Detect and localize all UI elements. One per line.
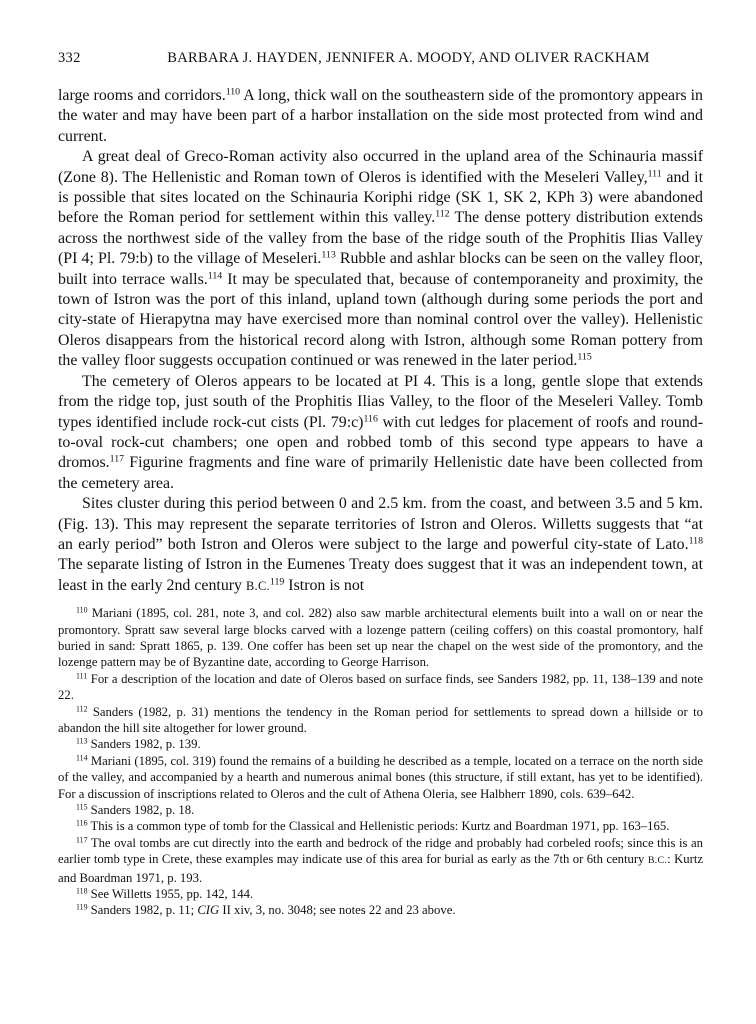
footnote-110: $^{110}$ Mariani (1895, col. 281, note 3, and col. 282) also saw marble architectural elements built into a wall on or near the promontory. Spratt saw several large blocks carved with a lozenge pattern (ceiling coffers) on this coastal promontory, half buried in sand: Spratt 1865, p. 139. One coffer has been set up near the chapel on the west side of the promontory, and the lozenge pattern may be of Byzantine date, according to George Harrison. [58,605,703,670]
footnote-ref[interactable]: 110 [225,86,241,98]
footnote-113: $^{113}$ Sanders 1982, p. 139. [76,737,201,752]
footnote-ref[interactable]: 114 [207,270,223,282]
footnotes [58,605,703,919]
footnote-ref[interactable]: 112 [435,209,450,221]
footnote-ref[interactable]: 113 [321,249,336,261]
footnote-ref[interactable]: 115 [577,351,592,363]
footnote-ref[interactable]: 118 [688,535,703,547]
main-text [58,86,703,596]
footnote-ref[interactable]: 119 [269,576,285,588]
footnote-ref[interactable]: 117 [109,453,125,465]
running-header [58,50,703,72]
footnote-ref[interactable]: 116 [363,413,378,425]
paragraph-1: large rooms and corridors.$^{110}$ A long, thick wall on the southeastern side of the promontory appears in the water and may have been part of a harbor installation on the side most protected from wind and current. [58,86,703,145]
footnote-114: $^{114}$ Mariani (1895, col. 319) found the remains of a building he described as a temple, located on a terrace on the north side of the valley, and accompanied by a hearth and numerous animal bones (this structure, if still extant, has yet to be identified). For a discussion of inscriptions related to Oleros and the cult of Athena Oleria, see Halbherr 1890, cols. 639–642. [58,753,703,801]
footnote-117: $^{117}$ The oval tombs are cut directly into the earth and bedrock of the ridge and probably had corbeled roofs; since this is an earlier tomb type in Crete, these examples may indicate use of this area for burial as early as the 7th or 6th century B.C.: Kurtz and Boardman 1971, p. 193. [58,835,703,885]
footnote-119: $^{119}$ Sanders 1982, p. 11; CIG II xiv, 3, no. 3048; see notes 22 and 23 above. [76,903,456,918]
page-number: 332 [58,50,81,66]
paragraph-4: Sites cluster during this period between 0 and 2.5 km. from the coast, and between 3.5 and 5 km. (Fig. 13). This may represent the separate territories of Istron and Oleros. Willetts suggests that “at an early period” both Istron and Oleros were subject to the large and powerful city-state of Lato.$^{118}$ The separate listing of Istron in the Eumenes Treaty does suggest that it was an independent town, at least in the early 2nd century B.C.$^{119}$ Istron is not [58,495,703,594]
footnote-116: $^{116}$ This is a common type of tomb for the Classical and Hellenistic periods: Kurtz and Boardman 1971, pp. 163–165. [76,819,670,834]
paragraph-3: The cemetery of Oleros appears to be located at PI 4. This is a long, gentle slope that extends from the ridge top, just south of the Prophitis Ilias Valley, to the floor of the Meseleri Valley. Tomb types identified include rock-cut cists (Pl. 79:c)$^{116}$ with cut ledges for placement of roofs and round-to-oval rock-cut chambers; one open and robbed tomb of this second type appears to have a dromos.$^{117}$ Figurine fragments and fine ware of primarily Hellenistic date have been collected from the cemetery area. [58,372,703,492]
running-head-authors: BARBARA J. HAYDEN, JENNIFER A. MOODY, AND OLIVER RACKHAM [167,50,650,66]
footnote-115: $^{115}$ Sanders 1982, p. 18. [76,802,195,818]
paragraph-2: A great deal of Greco-Roman activity also occurred in the upland area of the Schinauria massif (Zone 8). The Hellenistic and Roman town of Oleros is identified with the Meseleri Valley,$^{111}$ and it is possible that sites located on the Schinauria Koriphi ridge (SK 1, SK 2, KPh 3) were abandoned before the Roman period for settlement within this valley.$^{112}$ The dense pottery distribution extends across the northwest side of the valley from the base of the ridge south of the Prophitis Ilias Valley (PI 4; Pl. 79:b) to the village of Meseleri.$^{113}$ Rubble and ashlar blocks can be seen on the valley floor, built into terrace walls.$^{114}$ It may be speculated that, because of contemporaneity and proximity, the town of Istron was the port of this inland, upland town (although during some periods the port and city-state of Hierapytna may have exercised more than nominal control over the valley). Hellenistic Oleros disappears from the historical record along with Istron, although some Roman pottery from the valley floor suggests occupation continued or was renewed in the later period.$^{115}$ [58,148,704,370]
footnote-112: $^{112}$ Sanders (1982, p. 31) mentions the tendency in the Roman period for settlements to spread down a hillside or to abandon the hill site altogether for lower ground. [58,704,703,735]
footnote-118: $^{118}$ See Willetts 1955, pp. 142, 144. [76,886,254,902]
page [58,50,703,919]
footnote-ref[interactable]: 111 [647,168,662,180]
footnote-111: $^{111}$ For a description of the location and date of Oleros based on surface finds, see Sanders 1982, pp. 11, 138–139 and note 22. [58,671,703,703]
